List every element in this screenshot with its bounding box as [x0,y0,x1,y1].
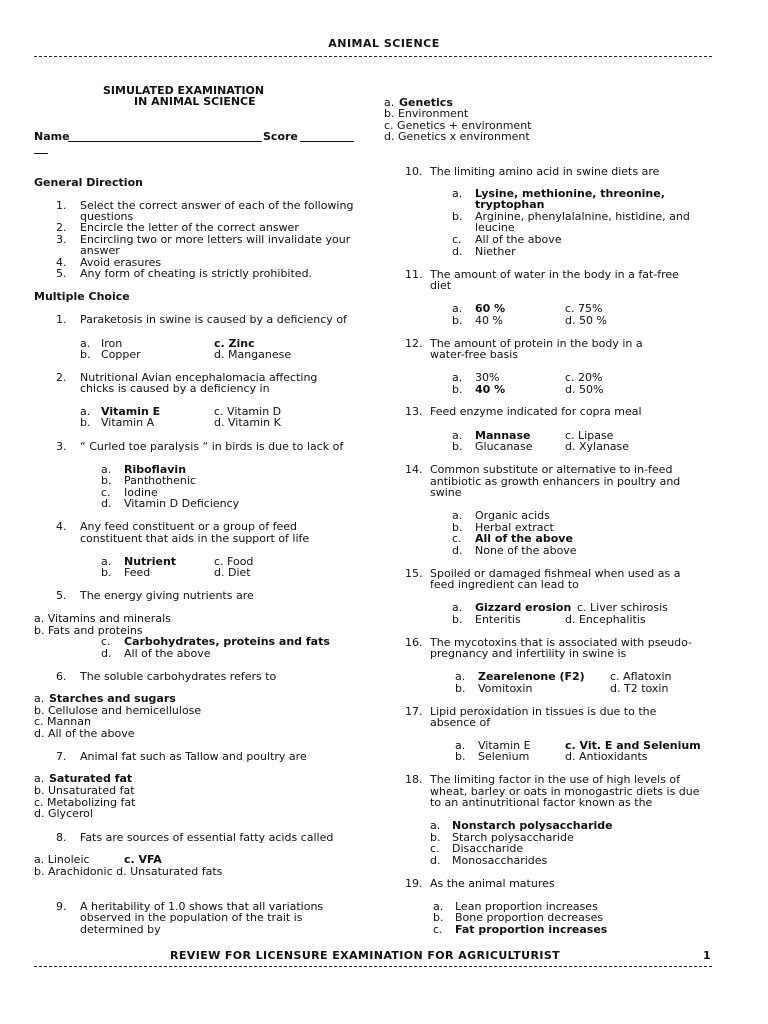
question-text: 7. [56,750,67,763]
question-text: Arginine, phenylalalnine, histidine, and [475,210,690,223]
question-text: 40 % [475,314,503,327]
question-text: As the animal matures [430,877,555,890]
question-text: a. Linoleic [34,853,90,866]
question-text: d. Vitamin K [214,416,281,429]
question-text: 17. [405,705,423,718]
question-text: b. Arachidonic d. Unsaturated fats [34,865,223,878]
general-item-text: Avoid erasures [80,256,162,269]
multiple-choice-heading: Multiple Choice [34,290,130,303]
question-text: d. Glycerol [34,807,93,820]
general-item-text: questions [80,210,134,223]
name-label: Name [34,130,70,143]
question-text: to an antinutritional factor known as the [430,796,653,809]
question-text: c. [101,486,111,499]
general-item-number: 3. [56,233,67,246]
question-text: d. Xylanase [565,440,630,453]
question-text: Lean proportion increases [455,900,598,913]
answer-text: Gizzard erosion [475,601,572,614]
question-text: Glucanase [475,440,533,453]
question-text: Herbal extract [475,521,554,534]
question-text: 2. [56,371,67,384]
score-blank[interactable] [300,131,354,142]
question-text: Any feed constituent or a group of feed [80,520,297,533]
question-text: Lipid peroxidation in tissues is due to the [430,705,657,718]
question-text: d. All of the above [34,727,135,740]
question-text: b. [430,831,441,844]
question-text: Enteritis [475,613,521,626]
question-text: b. [452,440,463,453]
answer-text: Fat proportion increases [455,923,608,936]
question-text: 15. [405,567,423,580]
page-number: 1 [703,949,711,962]
general-item-text: answer [80,244,120,257]
answer-text: All of the above [475,532,573,545]
question-text: Vitamin D Deficiency [124,497,240,510]
page-header-title: ANIMAL SCIENCE [328,37,440,50]
question-text: d. Antioxidants [565,750,648,763]
answer-text: Carbohydrates, proteins and fats [124,635,330,648]
question-text: Feed enzyme indicated for copra meal [430,405,642,418]
general-item-number: 4. [56,256,67,269]
question-text: 5. [56,589,67,602]
answer-text: Lysine, methionine, threonine, [475,187,665,200]
question-text: b. Unsaturated fat [34,784,135,797]
question-text: pregnancy and infertility in swine is [430,647,627,660]
question-text: a. [452,509,463,522]
question-text: The amount of water in the body in a fat-free [430,268,679,281]
question-text: 11. [405,268,423,281]
question-text: d. [101,647,112,660]
question-text: d. 50% [565,383,604,396]
general-item-number: 2. [56,221,67,234]
question-text: c. Mannan [34,715,91,728]
answer-text: Riboflavin [124,463,187,476]
question-text: a. [34,772,45,785]
answer-text: Mannase [475,429,531,442]
question-text: b. [452,521,463,534]
name-blank[interactable] [68,131,262,142]
question-text: 30% [475,371,500,384]
question-text: c. Aflatoxin [610,670,672,683]
question-text: c. [433,923,443,936]
question-text: c. Metabolizing fat [34,796,136,809]
question-text: Feed [124,566,151,579]
question-text: Niether [475,245,516,258]
question-text: d. Encephalitis [565,613,646,626]
question-text: 3. [56,440,67,453]
question-text: 14. [405,463,423,476]
question-text: d. Diet [214,566,251,579]
general-item-text: Encircling two or more letters will invalidate your [80,233,351,246]
question-text: 8. [56,831,67,844]
answer-text: c. Zinc [214,337,255,350]
question-text: swine [430,486,462,499]
question-text: Nutritional Avian encephalomacia affecting [80,371,318,384]
question-text: The soluble carbohydrates refers to [80,670,277,683]
general-item-text: Select the correct answer of each of the following [80,199,354,212]
question-text: a. [101,463,112,476]
question-text: c. Liver schirosis [577,601,668,614]
footer-divider [34,966,712,967]
answer-text: Vitamin E [101,405,161,418]
question-text: All of the above [124,647,211,660]
question-text: The amount of protein in the body in a [430,337,643,350]
question-text: d. Genetics x environment [384,130,530,143]
question-text: Disaccharide [452,842,524,855]
question-text: Vomitoxin [478,682,533,695]
answer-text: Nonstarch polysaccharide [452,819,613,832]
question-text: a. [433,900,444,913]
score-blank-wrap [34,143,48,154]
question-text: a. [452,302,463,315]
question-text: 18. [405,773,423,786]
question-text: c. Food [214,555,254,568]
question-text: a. [455,670,466,683]
question-text: c. [430,842,440,855]
question-text: chicks is caused by a deficiency in [80,382,270,395]
question-text: 19. [405,877,423,890]
question-text: 16. [405,636,423,649]
question-text: None of the above [475,544,577,557]
question-text: Selenium [478,750,530,763]
question-text: b. [455,682,466,695]
question-text: wheat, barley or oats in monogastric diets is due [430,785,700,798]
question-text: c. [452,532,462,545]
question-text: c. Genetics + environment [384,119,532,132]
question-text: Animal fat such as Tallow and poultry are [80,750,307,763]
question-text: diet [430,279,452,292]
question-text: a. [452,601,463,614]
answer-text: Genetics [399,96,453,109]
general-direction-heading: General Direction [34,176,143,189]
question-text: a. [430,819,441,832]
question-text: Bone proportion decreases [455,911,604,924]
question-text: c. [101,635,111,648]
question-text: Monosaccharides [452,854,548,867]
question-text: feed ingredient can lead to [430,578,579,591]
question-text: constituent that aids in the support of life [80,532,310,545]
question-text: a. [34,692,45,705]
question-text: Organic acids [475,509,550,522]
question-text: a. [452,371,463,384]
question-text: Vitamin E [478,739,531,752]
answer-text: c. Vit. E and Selenium [565,739,701,752]
answer-text: tryptophan [475,198,545,211]
question-text: b. [101,566,112,579]
question-text: The mycotoxins that is associated with pseudo- [430,636,693,649]
question-text: Fats are sources of essential fatty acids called [80,831,334,844]
question-text: c. Vitamin D [214,405,282,418]
question-text: b. Cellulose and hemicellulose [34,704,202,717]
question-text: Vitamin A [101,416,155,429]
question-text: a. Vitamins and minerals [34,612,171,625]
answer-text: c. VFA [124,853,162,866]
question-text: b. [80,348,91,361]
question-text: 13. [405,405,423,418]
exam-title-line2: IN ANIMAL SCIENCE [134,95,256,108]
question-text: Iron [101,337,123,350]
question-text: b. Fats and proteins [34,624,143,637]
exam-title-line1: SIMULATED EXAMINATION [103,84,265,97]
question-text: 1. [56,313,67,326]
footer-title: REVIEW FOR LICENSURE EXAMINATION FOR AGRICULTURIST [170,949,561,962]
question-text: Spoiled or damaged fishmeal when used as a [430,567,681,580]
answer-text: Starches and sugars [49,692,176,705]
header-divider [34,56,712,57]
question-text: Common substitute or alternative to in-feed [430,463,673,476]
answer-text: Saturated fat [49,772,133,785]
question-text: c. [452,233,462,246]
score-label: Score [263,130,298,143]
question-text: Panthothenic [124,474,196,487]
question-text: a. [452,429,463,442]
question-text: d. [101,497,112,510]
question-text: b. [452,210,463,223]
question-text: b. Environment [384,107,469,120]
question-text: Iodine [124,486,158,499]
question-text: 12. [405,337,423,350]
question-text: Paraketosis in swine is caused by a deficiency of [80,313,347,326]
answer-text: Nutrient [124,555,177,568]
question-text: c. 75% [565,302,603,315]
question-text: absence of [430,716,491,729]
question-text: b. [101,474,112,487]
general-item-text: Any form of cheating is strictly prohibited. [80,267,313,280]
question-text: The energy giving nutrients are [80,589,254,602]
question-text: determined by [80,923,161,936]
question-text: 6. [56,670,67,683]
answer-text: 40 % [475,383,506,396]
question-text: 4. [56,520,67,533]
question-text: b. [452,383,463,396]
question-text: a. [80,405,91,418]
question-text: c. 20% [565,371,603,384]
answer-text: Zearelenone (F2) [478,670,585,683]
question-text: a. [384,96,395,109]
question-text: The limiting factor in the use of high levels of [430,773,680,786]
question-text: antibiotic as growth enhancers in poultry and [430,475,681,488]
question-text: observed in the population of the trait is [80,911,303,924]
question-text: c. Lipase [565,429,614,442]
question-text: d. Manganese [214,348,292,361]
question-text: b. [80,416,91,429]
question-text: “ Curled toe paralysis “ in birds is due to lack of [80,440,344,453]
question-text: A heritability of 1.0 shows that all variations [80,900,324,913]
question-text: d. 50 % [565,314,607,327]
question-text: d. [430,854,441,867]
answer-text: 60 % [475,302,506,315]
question-text: d. [452,245,463,258]
question-text: b. [433,911,444,924]
question-text: a. [452,187,463,200]
question-text: b. [455,750,466,763]
general-item-number: 1. [56,199,67,212]
question-text: a. [101,555,112,568]
question-text: Starch polysaccharide [452,831,574,844]
question-text: Copper [101,348,141,361]
question-text: All of the above [475,233,562,246]
question-text: The limiting amino acid in swine diets are [430,165,660,178]
question-text: b. [452,613,463,626]
question-text: water-free basis [430,348,519,361]
question-text: a. [455,739,466,752]
question-text: 9. [56,900,67,913]
question-text: d. T2 toxin [610,682,669,695]
question-text: b. [452,314,463,327]
question-text: d. [452,544,463,557]
question-text: 10. [405,165,423,178]
question-text: a. [80,337,91,350]
general-item-text: Encircle the letter of the correct answer [80,221,299,234]
general-item-number: 5. [56,267,67,280]
question-text: leucine [475,221,515,234]
